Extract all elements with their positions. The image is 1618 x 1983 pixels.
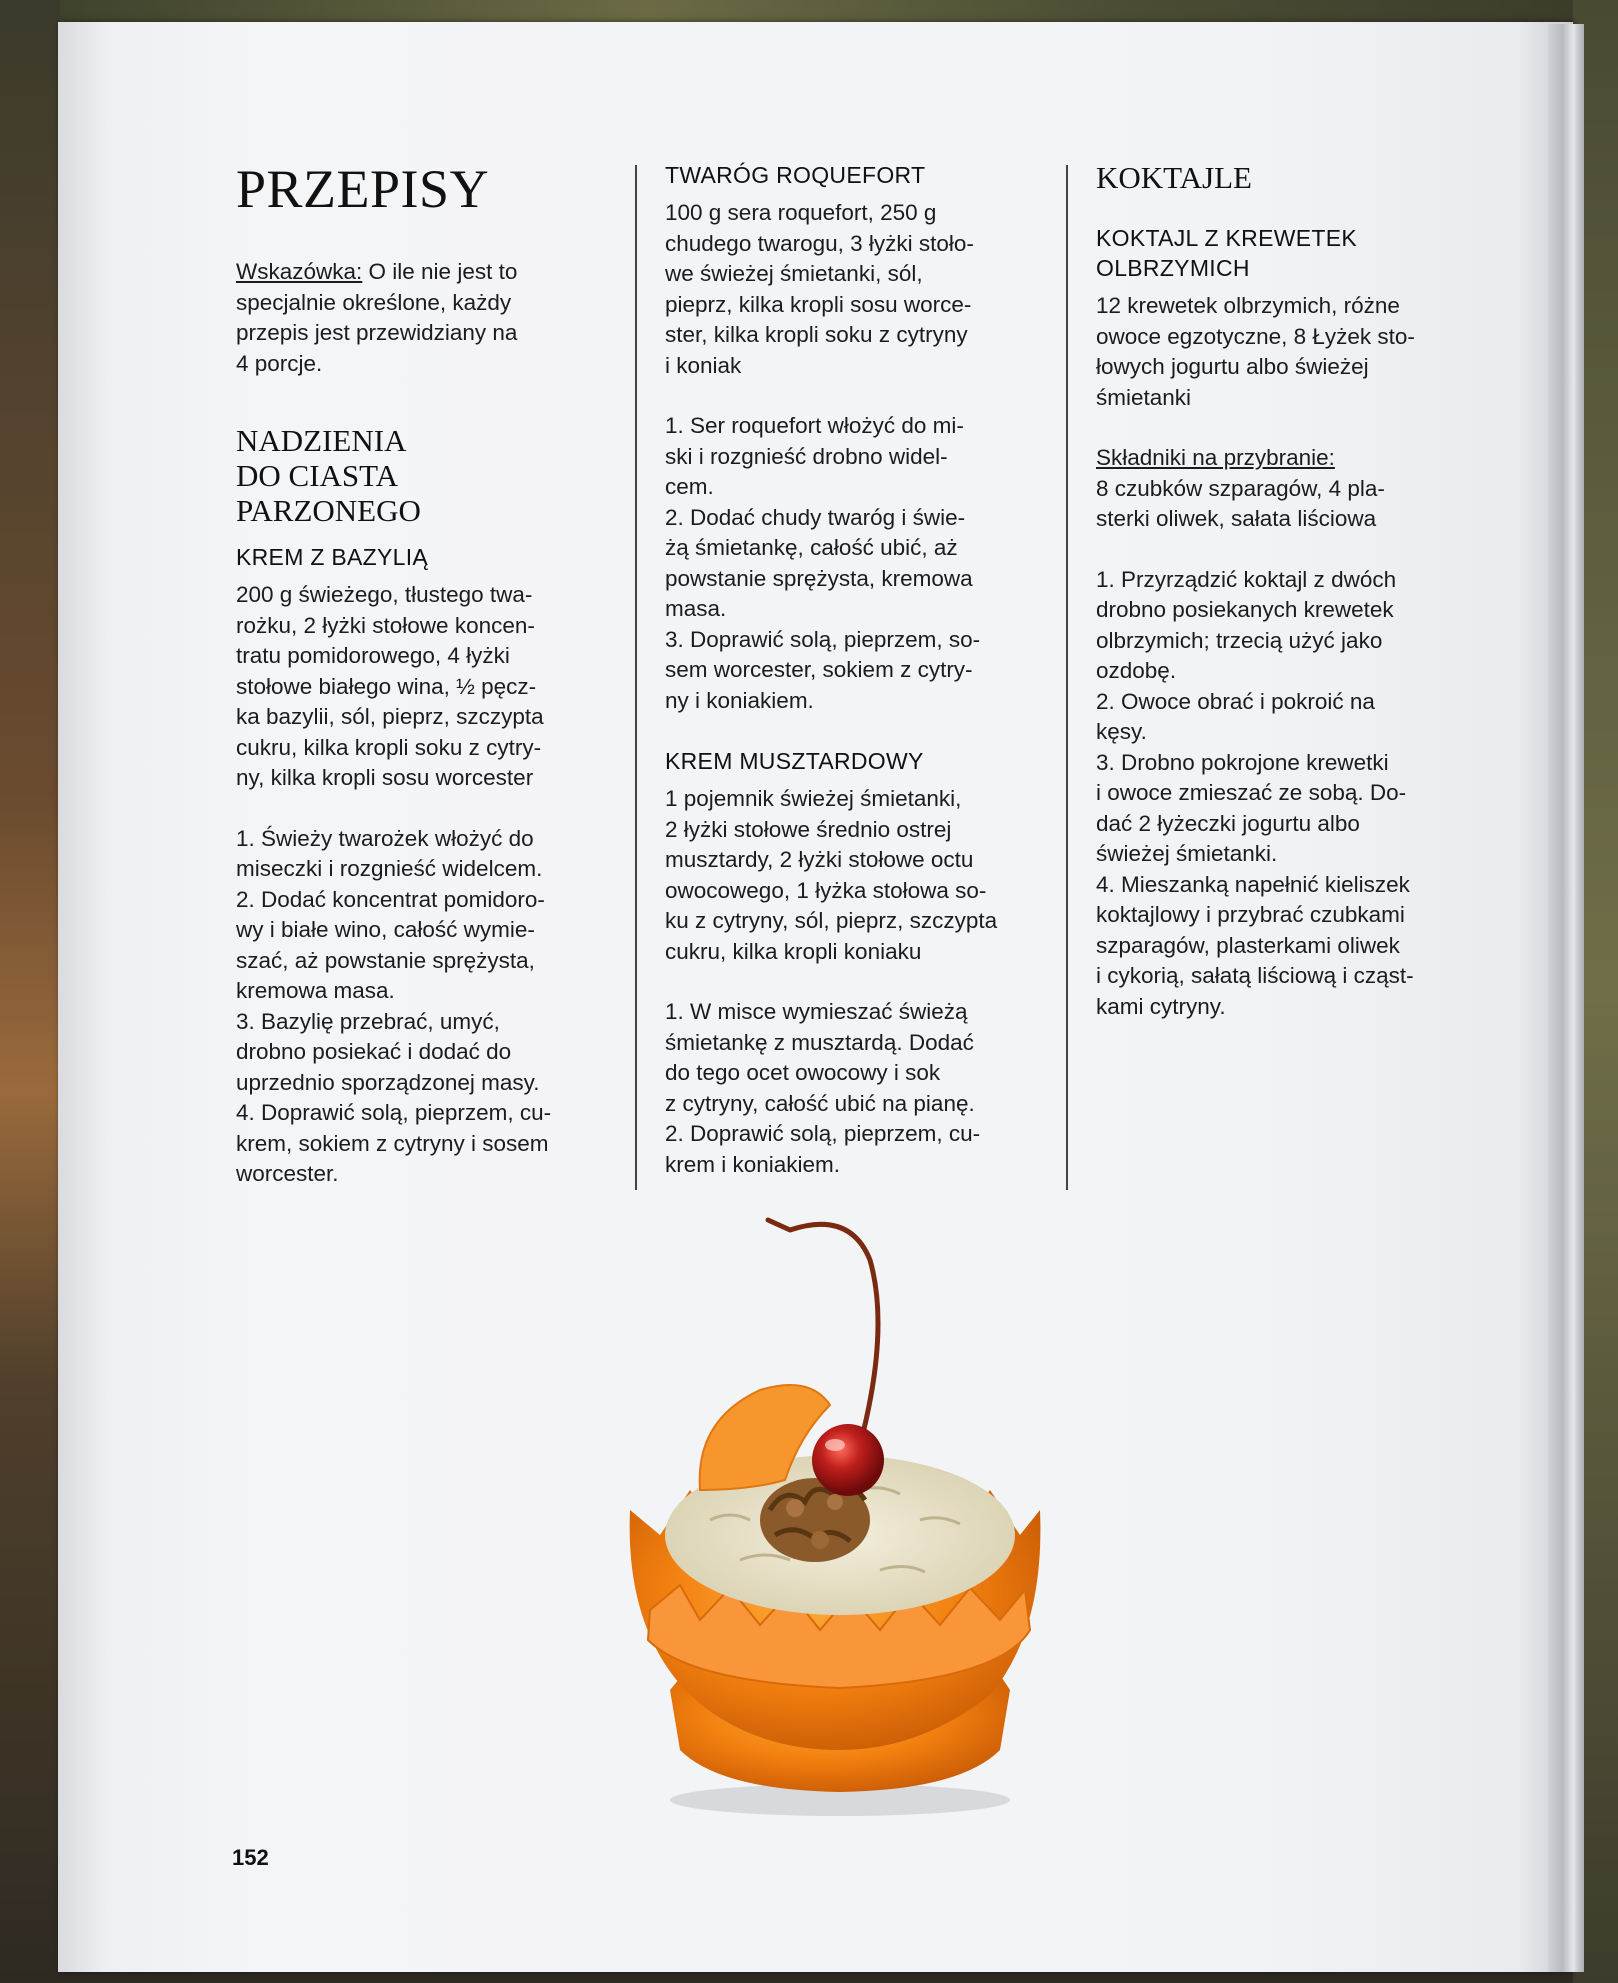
recipe-ingredients: 200 g świeżego, tłustego twa- rożku, 2 łyżki stołowe koncen- tratu pomidorowego, 4 łyżki stołowe białego wina, ½ pęcz- ka bazylii, sól, pieprz, szczypta cukru, kilka kropli soku z cytry- ny, kilka kropli sosu worcester bbox=[236, 582, 544, 791]
section-title-nadzienia: NADZIENIA DO CIASTA PARZONEGO bbox=[236, 423, 421, 529]
cherry bbox=[812, 1424, 884, 1496]
recipe-steps: 1. Świeży twarożek włożyć do miseczki i rozgnieść widelcem. 2. Dodać koncentrat pomidoro- wy i białe wino, całość wymie- szać, aż powstanie sprężysta, kremowa masa. 3. Bazylię przebrać, umyć, drobno posiekać i dodać do uprzednio sporządzonej masy. 4. Doprawić solą, pieprzem, cu- krem, sokiem z cytryny i sosem worcester. bbox=[236, 825, 552, 1187]
recipe-steps: 1. Przyrządzić koktajl z dwóch drobno posiekanych krewetek olbrzymich; trzecią użyć jako ozdobę. 2. Owoce obrać i pokroić na kęsy. 3. Drobno pokrojone krewetki i owoce zmieszać ze sobą. Do- dać 2 łyżeczki jogurtu albo świeżej śmietanki. 4. Mieszanką napełnić kieliszek koktajlowy i przybrać czubkami szparagów, plasterkami oliwek i cykorią, sałatą liściową i cząst- kami cytryny. bbox=[1096, 566, 1414, 1019]
column-right bbox=[1096, 160, 1476, 1022]
recipe-steps: 1. W misce wymieszać świeżą śmietankę z musztardą. Dodać do tego ocet owocowy i sok z cytryny, całość ubić na pianę. 2. Doprawić solą, pieprzem, cu- krem i koniakiem. bbox=[665, 999, 981, 1177]
page-title: PRZEPISY bbox=[236, 159, 490, 219]
hint-text: O ile nie jest to specjalnie określone, każdy przepis jest przewidziany na 4 porcje. bbox=[236, 259, 518, 376]
column-middle bbox=[665, 160, 1045, 1180]
background-left bbox=[0, 0, 60, 1983]
recipe-ingredients: 12 krewetek olbrzymich, różne owoce egzotyczne, 8 Łyżek sto- łowych jogurtu albo świeżej śmietanki bbox=[1096, 293, 1415, 410]
recipe-title-krem-musztardowy: KREM MUSZTARDOWY bbox=[665, 748, 924, 774]
hint-label: Wskazówka: bbox=[236, 259, 363, 285]
column-divider bbox=[635, 165, 637, 1190]
recipe-ingredients: 1 pojemnik świeżej śmietanki, 2 łyżki stołowe średnio ostrej musztardy, 2 łyżki stołowe octu owocowego, 1 łyżka stołowa so- ku z cytryny, sól, pieprz, szczypta cukru, kilka kropli koniaku bbox=[665, 786, 998, 964]
page-number: 152 bbox=[232, 1845, 269, 1870]
hint-paragraph bbox=[236, 257, 616, 379]
column-divider bbox=[1066, 165, 1068, 1190]
garnish-paragraph bbox=[1096, 443, 1476, 535]
page-edge bbox=[1548, 24, 1584, 1972]
recipe-title-twarog-roquefort: TWARÓG ROQUEFORT bbox=[665, 162, 926, 188]
recipe-ingredients: 100 g sera roquefort, 250 g chudego twarogu, 3 łyżki stoło- we świeżej śmietanki, sól, pieprz, kilka kropli sosu worce- ster, kilka kropli soku z cytryny i koniak bbox=[665, 200, 974, 378]
dessert-photo bbox=[600, 1190, 1060, 1830]
garnish-text: 8 czubków szparagów, 4 pla- sterki oliwek, sałata liściowa bbox=[1096, 475, 1385, 531]
recipe-steps: 1. Ser roquefort włożyć do mi- ski i rozgnieść drobno widel- cem. 2. Dodać chudy twaróg i świe- żą śmietankę, całość ubić, aż powstanie sprężysta, kremowa masa. 3. Doprawić solą, pieprzem, so- sem worcester, sokiem z cytry- ny i koniakiem. bbox=[665, 413, 981, 713]
section-title-koktajle: KOKTAJLE bbox=[1096, 160, 1252, 195]
garnish-label: Składniki na przybranie: bbox=[1096, 445, 1335, 470]
recipe-title-koktajl: KOKTAJL Z KREWETEK OLBRZYMICH bbox=[1096, 225, 1357, 281]
column-left bbox=[236, 160, 616, 1190]
recipe-title-krem-z-bazylia: KREM Z BAZYLIĄ bbox=[236, 544, 429, 571]
